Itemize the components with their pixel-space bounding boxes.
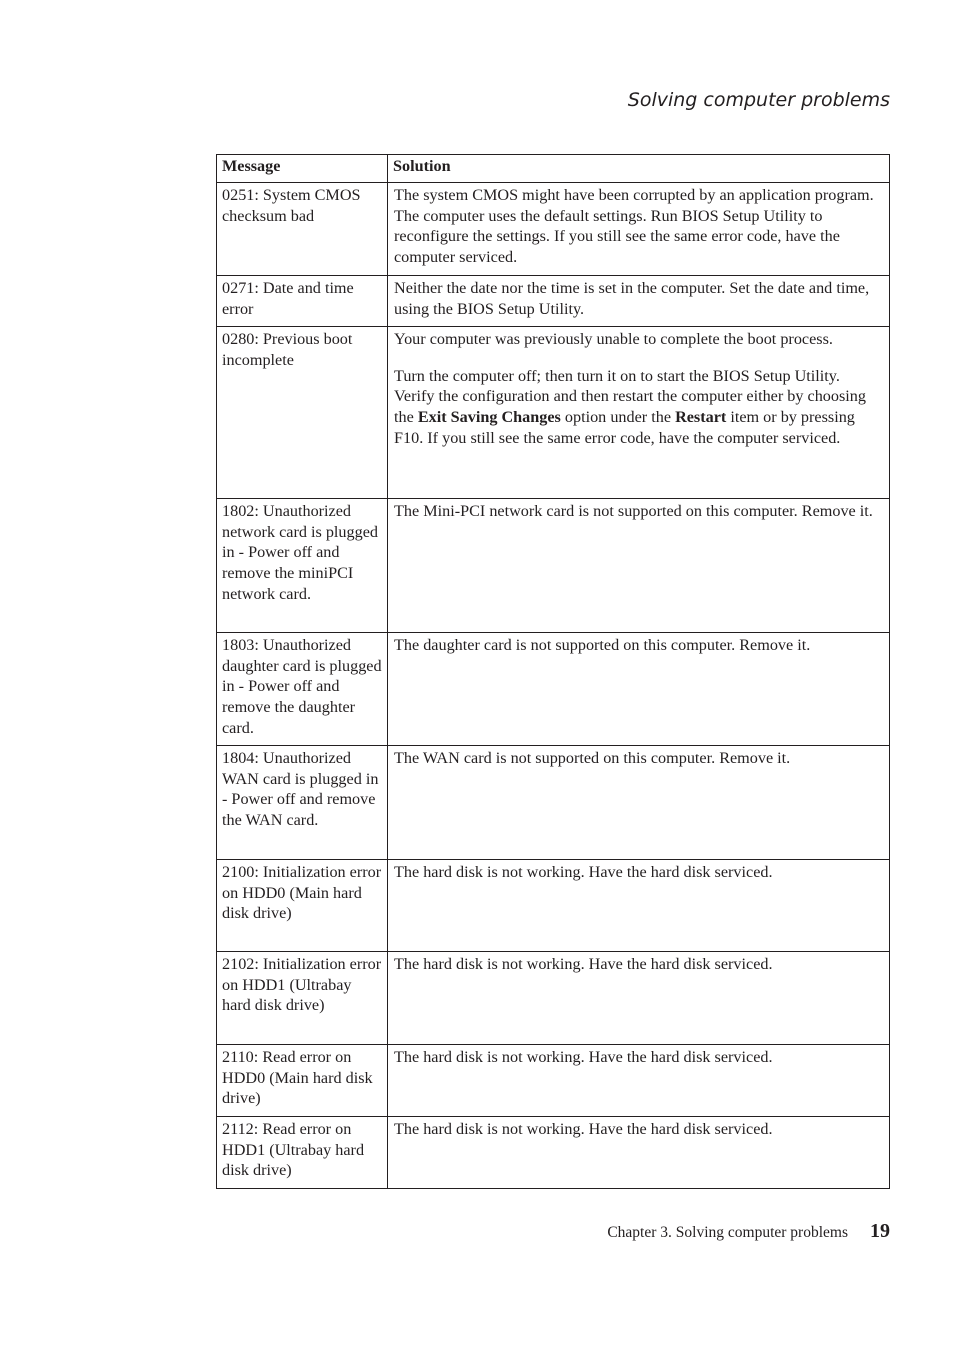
page-footer <box>607 1220 890 1243</box>
chapter-title: Chapter 3. Solving computer problems <box>607 1224 848 1241</box>
message-cell: 1803: Unauthorized daughter card is plugged in - Power off and remove the daughter card. <box>217 632 388 745</box>
table-row <box>217 275 890 326</box>
table-row <box>217 1116 890 1188</box>
solution-text: The Mini-PCI network card is not supported on this computer. Remove it. <box>394 501 873 520</box>
solution-text: The hard disk is not working. Have the hard disk serviced. <box>394 1119 773 1138</box>
table-row <box>217 1044 890 1116</box>
solution-cell <box>388 951 890 1044</box>
message-cell: 2102: Initialization error on HDD1 (Ultrabay hard disk drive) <box>217 951 388 1044</box>
table-row <box>217 498 890 632</box>
message-cell: 1802: Unauthorized network card is plugged in - Power off and remove the miniPCI network card. <box>217 498 388 632</box>
table-row <box>217 632 890 745</box>
message-cell: 0280: Previous boot incomplete <box>217 326 388 498</box>
solution-text: The daughter card is not supported on this computer. Remove it. <box>394 635 811 654</box>
solution-text: The hard disk is not working. Have the hard disk serviced. <box>394 1047 773 1066</box>
solution-cell <box>388 632 890 745</box>
exit-saving-changes-option: Exit Saving Changes <box>417 408 561 427</box>
solution-text: The system CMOS might have been corrupted by an application program. The computer uses the default settings. Run BIOS Setup Utility to reconfigure the settings. If you still see the same error code, have the computer serviced. <box>394 185 874 267</box>
solution-cell <box>388 326 890 498</box>
solution-cell <box>388 745 890 859</box>
solution-cell <box>388 182 890 275</box>
message-cell: 2110: Read error on HDD0 (Main hard disk drive) <box>217 1044 388 1116</box>
solution-text <box>394 366 884 449</box>
solution-cell <box>388 498 890 632</box>
table-row <box>217 951 890 1044</box>
message-cell: 0251: System CMOS checksum bad <box>217 182 388 275</box>
solution-cell <box>388 1116 890 1188</box>
running-header: Solving computer problems <box>627 89 890 111</box>
solution-cell <box>388 1044 890 1116</box>
solution-text: The hard disk is not working. Have the hard disk serviced. <box>394 954 773 973</box>
error-message-table <box>216 154 890 1189</box>
solution-text: The WAN card is not supported on this computer. Remove it. <box>394 748 791 767</box>
table-row <box>217 326 890 498</box>
message-cell: 2112: Read error on HDD1 (Ultrabay hard disk drive) <box>217 1116 388 1188</box>
table-header-row <box>217 155 890 183</box>
restart-menu-item: Restart <box>675 408 727 427</box>
solution-text: The hard disk is not working. Have the hard disk serviced. <box>394 862 773 881</box>
solution-text-part: item or by pressing F10. If you still see the same error code, have the computer serviced. <box>394 408 855 447</box>
message-cell: 0271: Date and time error <box>217 275 388 326</box>
solution-text-part: option under the <box>560 408 676 427</box>
message-cell: 2100: Initialization error on HDD0 (Main hard disk drive) <box>217 859 388 951</box>
solution-cell <box>388 859 890 951</box>
column-header-message: Message <box>217 155 388 183</box>
table-row <box>217 859 890 951</box>
column-header-solution: Solution <box>388 155 890 183</box>
table-row <box>217 745 890 859</box>
solution-text: Your computer was previously unable to complete the boot process. <box>394 329 833 348</box>
message-cell: 1804: Unauthorized WAN card is plugged in - Power off and remove the WAN card. <box>217 745 388 859</box>
page-number: 19 <box>870 1220 890 1242</box>
solution-text: Neither the date nor the time is set in the computer. Set the date and time, using the BIOS Setup Utility. <box>394 278 870 318</box>
solution-text-part: Turn the computer off; then turn it on to start the BIOS Setup Utility. Verify the configuration and then restart the computer either by choosing the <box>394 366 866 427</box>
table-row <box>217 182 890 275</box>
solution-cell <box>388 275 890 326</box>
